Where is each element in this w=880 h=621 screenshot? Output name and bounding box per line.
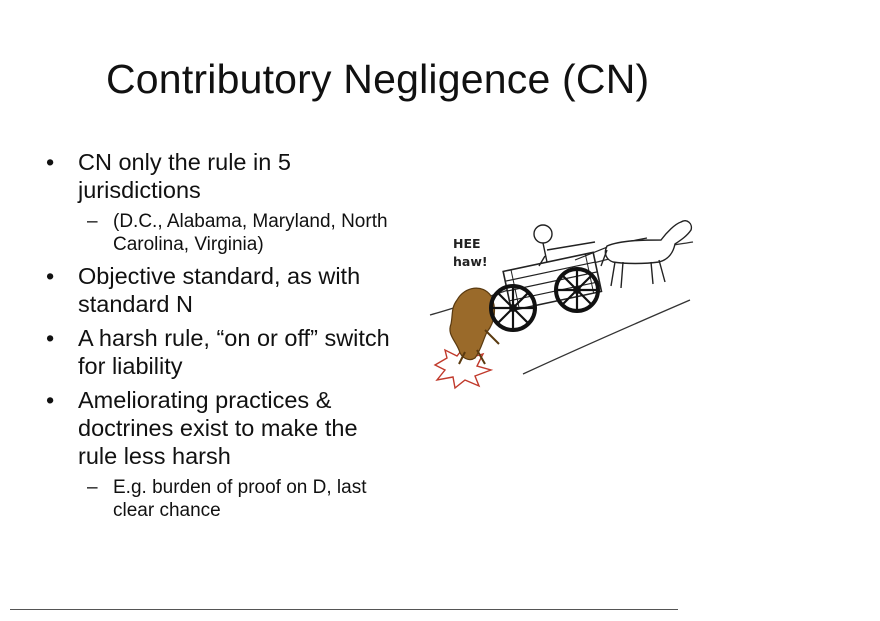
bullet-item [40, 324, 400, 380]
sub-bullet-item [40, 210, 400, 256]
bullet-text: Objective standard, as with standard N [78, 263, 361, 317]
cartoon-caption-line2: haw! [453, 254, 488, 269]
bullet-item [40, 386, 400, 470]
cow-figure [450, 288, 495, 359]
sub-bullet-dash: – [87, 211, 98, 232]
sub-bullet-item [40, 476, 400, 522]
bullet-dot: • [46, 325, 55, 351]
bullet-text: CN only the rule in 5 jurisdictions [78, 149, 291, 203]
bullet-dot: • [46, 149, 55, 175]
slide-title: Contributory Negligence (CN) [106, 56, 650, 102]
bullet-item [40, 148, 400, 204]
cart-wheel-rear [556, 269, 598, 311]
bullet-text: A harsh rule, “on or off” switch for liability [78, 325, 390, 379]
bullet-item [40, 262, 400, 318]
cart-wheel-front [491, 286, 535, 330]
sub-bullet-dash: – [87, 477, 98, 498]
sub-bullet-text: E.g. burden of proof on D, last clear chance [113, 477, 367, 521]
bullet-list [40, 148, 400, 528]
bullet-dot: • [46, 263, 55, 289]
horse-figure [601, 221, 691, 288]
bullet-text: Ameliorating practices & doctrines exist to make the rule less harsh [78, 387, 358, 469]
bullet-dot: • [46, 387, 55, 413]
sub-bullet-text: (D.C., Alabama, Maryland, North Carolina, Virginia) [113, 211, 388, 255]
road-lower-edge [523, 300, 690, 374]
cartoon-caption-line1: HEE [453, 236, 481, 251]
bottom-rule [10, 609, 678, 610]
horse-cart-cartoon [425, 200, 700, 390]
